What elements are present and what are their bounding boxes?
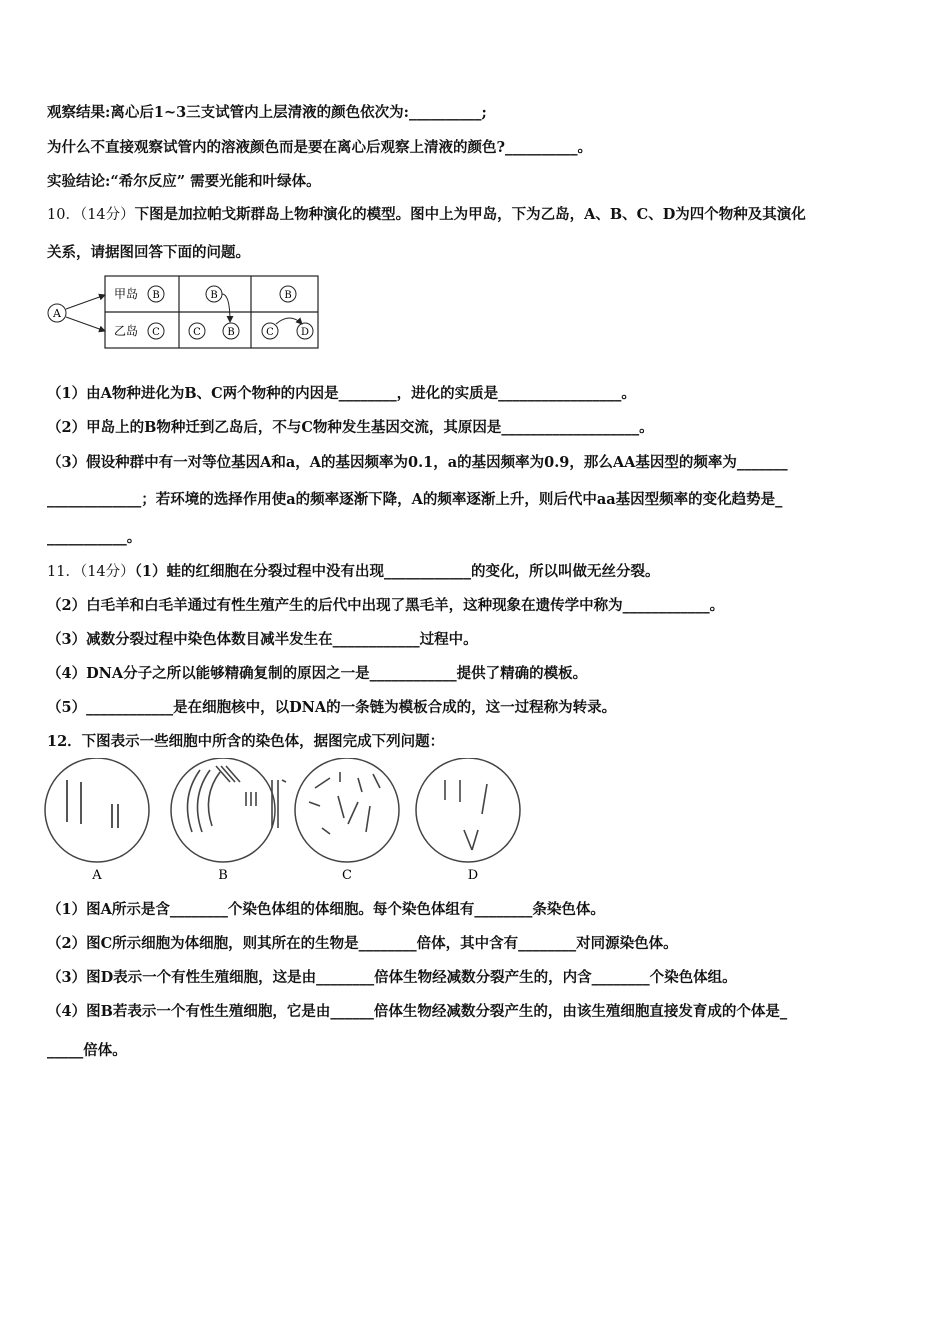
q11-sub1-text: （1）蛙的红细胞在分裂过程中没有出现____________的变化，所以叫做无丝分裂。 [134,563,660,580]
cell-d-label: D [467,868,479,883]
node-a [48,304,66,322]
island-yi: 乙岛 [114,324,139,338]
node-c-1 [148,323,164,339]
q12-stem: 12．下图表示一些细胞中所含的染色体，据图完成下列问题： [47,733,445,750]
q11-sub4: （4）DNA分子之所以能够精确复制的原因之一是____________提供了精确的模板。 [47,665,588,682]
q10-sub3-line3: ___________。 [47,529,142,546]
q11-sub1 [47,562,660,582]
q10-sub3-line2: _____________；若环境的选择作用使a的频率逐渐下降，A的频率逐渐上升，则后代中aa基因型频率的变化趋势是_ [47,491,783,508]
q10-number: 10．（14分） [47,207,135,223]
q10-stem [47,205,806,225]
question-why-centrifuge: 为什么不直接观察试管内的溶液颜色而是要在离心后观察上清液的颜色?__________。 [47,139,592,156]
q12-sub4-line1: （4）图B若表示一个有性生殖细胞，它是由______倍体生物经减数分裂产生的，由该生殖细胞直接发育成的个体是_ [47,1003,788,1020]
node-b-2 [206,286,222,302]
node-b-3 [223,323,239,339]
cell-c [295,758,399,883]
q12-sub3: （3）图D表示一个有性生殖细胞，这是由________倍体生物经减数分裂产生的，内含________个染色体组。 [47,969,737,986]
svg-text:C: C [152,327,160,338]
q12-sub2: （2）图C所示细胞为体细胞，则其所在的生物是________倍体，其中含有________对同源染色体。 [47,935,678,952]
q10-text: 下图是加拉帕戈斯群岛上物种演化的模型。图中上为甲岛，下为乙岛，A、B、C、D为四个物种及其演化 [134,206,806,223]
q10-sub1: （1）由A物种进化为B、C两个物种的内因是________，进化的实质是_________________。 [47,385,636,402]
node-c-3 [262,323,278,339]
node-c-2 [189,323,205,339]
chromosome-cells-figure [40,758,530,886]
cell-d [416,758,520,883]
q11-number: 11．（14分） [47,564,135,580]
cell-a [45,758,149,883]
species-evolution-diagram [44,272,324,352]
svg-text:C: C [266,327,274,338]
svg-text:C: C [193,327,201,338]
node-b-4 [280,286,296,302]
node-d [297,323,313,339]
island-jia: 甲岛 [114,287,139,301]
cell-a-label: A [92,868,102,883]
svg-text:D: D [300,327,310,338]
cell-b [171,758,286,883]
observation-result: 观察结果:离心后1~3三支试管内上层清液的颜色依次为:__________; [47,104,487,121]
cell-c-label: C [342,868,352,883]
svg-text:B: B [210,290,218,301]
q12-sub1: （1）图A所示是含________个染色体组的体细胞。每个染色体组有________条染色体。 [47,901,605,918]
svg-text:B: B [152,290,160,301]
q10-sub2: （2）甲岛上的B物种迁到乙岛后，不与C物种发生基因交流，其原因是___________________。 [47,419,654,436]
svg-text:B: B [284,290,292,301]
experiment-conclusion: 实验结论:“希尔反应” 需要光能和叶绿体。 [47,173,321,190]
q10-stem-cont: 关系，请据图回答下面的问题。 [47,244,250,261]
q11-sub3: （3）减数分裂过程中染色体数目减半发生在____________过程中。 [47,631,478,648]
q11-sub2: （2）白毛羊和白毛羊通过有性生殖产生的后代中出现了黑毛羊，这种现象在遗传学中称为____________。 [47,597,725,614]
node-b-1 [148,286,164,302]
svg-text:A: A [53,307,61,320]
q12-sub4-line2: _____倍体。 [47,1042,127,1059]
q11-sub5: （5）____________是在细胞核中，以DNA的一条链为模板合成的，这一过程称为转录。 [47,699,617,716]
q10-sub3-line1: （3）假设种群中有一对等位基因A和a，A的基因频率为0.1，a的基因频率为0.9，那么AA基因型的频率为_______ [47,454,788,471]
svg-text:B: B [227,327,235,338]
cell-b-label: B [218,868,228,883]
